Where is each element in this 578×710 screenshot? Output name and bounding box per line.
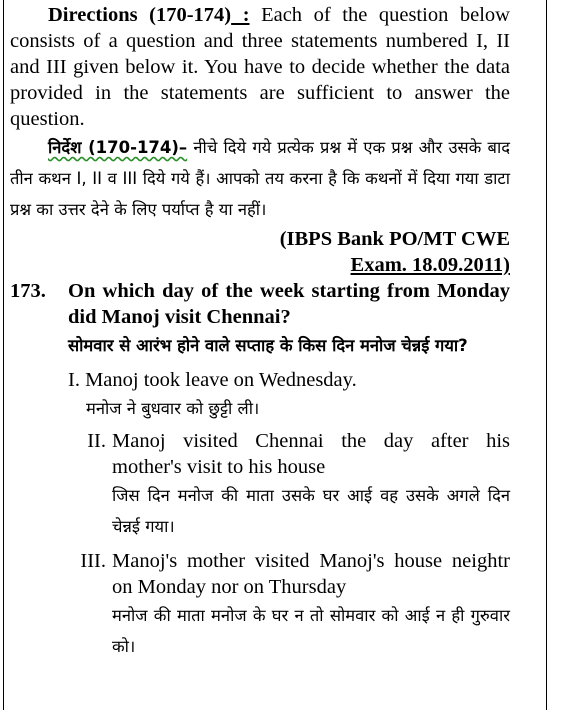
statement-ii [68, 428, 510, 542]
question-body [68, 278, 510, 662]
statement-iii-english: Manoj's mother visited Manoj's house neightr on Monday nor on Thursday [112, 550, 510, 598]
statement-ii-content [112, 428, 510, 542]
statement-i-content [68, 367, 357, 424]
directions-english [10, 2, 510, 132]
statement-i-number: I. [68, 369, 80, 391]
source-line-1: (IBPS Bank PO/MT CWE [279, 228, 510, 250]
statement-iii-hindi: मनोज की माता मनोज के घर न तो सोमवार को आई न ही गुरुवार को। [112, 606, 510, 656]
question-text-hindi: सोमवार से आरंभ होने वाले सप्ताह के किस दिन मनोज चेन्नई गया? [68, 336, 468, 355]
directions-label-hindi: निर्देश (170-174)– [48, 138, 188, 157]
statement-ii-english: Manoj visited Chennai the day after his mother's visit to his house [112, 430, 510, 478]
statement-i-english [68, 367, 357, 393]
directions-text-hindi: नीचे दिये गये प्रत्येक प्रश्न में एक प्रश्न और उसके बाद तीन कथन I, II व III दिये गये हैं। आपको तय करना है कि कथनों में दिया गया डाटा प्रश्न का उत्तर देने के लिए पर्याप्त है या नहीं। [10, 138, 510, 219]
statement-i [68, 367, 510, 424]
source-line-2 [10, 252, 510, 278]
statement-iii [68, 548, 510, 662]
statement-ii-hindi: जिस दिन मनोज की माता उसके घर आई वह उसके अगले दिन चेन्नई गया। [112, 486, 510, 536]
statement-iii-number: III. [80, 550, 106, 572]
source-exam-date: Exam. 18.09.2011) [350, 254, 510, 276]
statement-iii-content [112, 548, 510, 662]
right-column-rule [546, 0, 547, 710]
text-column [10, 0, 510, 662]
directions-hindi [10, 132, 510, 225]
left-column-rule [3, 0, 4, 710]
question-text-english: On which day of the week starting from Monday did Manoj visit Chennai? [68, 280, 510, 328]
directions-text: Each of the question below consists of a question and three statements numbered I, II and III given below it. You have to decide whether the data provided in the statements are sufficient to answer the question. [10, 4, 510, 130]
statement-i-text: Manoj took leave on Wednesday. [85, 369, 357, 391]
question-number: 173. [10, 280, 46, 302]
statement-i-hindi: मनोज ने बुधवार को छुट्टी ली। [86, 399, 260, 418]
statement-ii-number: II. [87, 430, 106, 452]
directions-label: Directions (170-174) [48, 4, 232, 26]
directions-colon: : [231, 4, 250, 26]
question-173 [10, 278, 510, 662]
